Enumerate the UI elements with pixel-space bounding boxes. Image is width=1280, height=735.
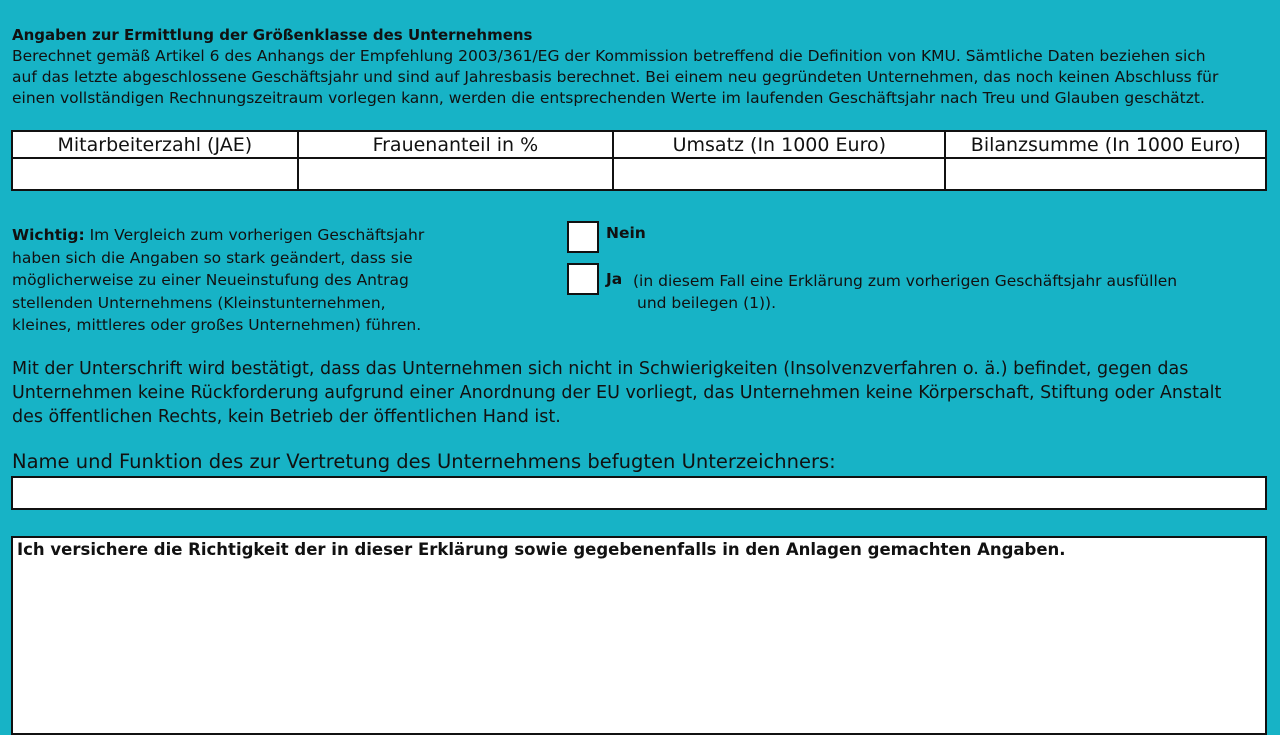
option-yes-note: und beilegen (1)). — [637, 294, 776, 312]
section-heading: Angaben zur Ermittlung der Größenklasse des Unternehmens — [12, 26, 533, 44]
balance-sheet-field[interactable] — [945, 158, 1266, 190]
company-size-table — [11, 130, 1267, 191]
header-revenue: Umsatz (In 1000 Euro) — [613, 131, 945, 158]
employees-field[interactable] — [12, 158, 298, 190]
signer-label: Name und Funktion des zur Vertretung des Unternehmens befugten Unterzeichners: — [12, 450, 836, 473]
confirmation-line: des öffentlichen Rechts, kein Betrieb der öffentlichen Hand ist. — [12, 407, 561, 427]
important-line: haben sich die Angaben so stark geändert, dass sie — [12, 248, 413, 267]
header-women-share: Frauenanteil in % — [298, 131, 614, 158]
important-line: kleines, mittleres oder großes Unternehmen) führen. — [12, 316, 422, 335]
confirmation-text — [12, 357, 1272, 429]
option-yes-note: (in diesem Fall eine Erklärung zum vorherigen Geschäftsjahr ausfüllen — [633, 272, 1178, 290]
option-yes-label: Ja — [606, 270, 623, 288]
women-share-field[interactable] — [298, 158, 614, 190]
important-note — [12, 224, 452, 337]
intro-line: Berechnet gemäß Artikel 6 des Anhangs der Empfehlung 2003/361/EG der Kommission betreffend die Definition von KMU. Sämtliche Daten beziehen sich — [12, 47, 1206, 65]
intro-line: auf das letzte abgeschlossene Geschäftsjahr und sind auf Jahresbasis berechnet. Bei einem neu gegründeten Unternehmen, das noch keinen Abschluss für — [12, 68, 1219, 86]
signer-name-field[interactable] — [11, 476, 1267, 510]
important-line: Im Vergleich zum vorherigen Geschäftsjahr — [84, 226, 425, 244]
revenue-field[interactable] — [613, 158, 945, 190]
declaration-text: Ich versichere die Richtigkeit der in dieser Erklärung sowie gegebenenfalls in den Anlagen gemachten Angaben. — [17, 540, 1066, 559]
confirmation-line: Unternehmen keine Rückforderung aufgrund einer Anordnung der EU vorliegt, das Unternehmen keine Körperschaft, Stiftung oder Anstalt — [12, 383, 1222, 403]
table-header-row — [12, 131, 1266, 158]
checkbox-yes[interactable] — [567, 263, 599, 295]
intro-line: einen vollständigen Rechnungszeitraum vorlegen kann, werden die entsprechenden Werte im laufenden Geschäftsjahr nach Treu und Glauben geschätzt. — [12, 89, 1205, 107]
intro-text — [12, 46, 1267, 109]
confirmation-line: Mit der Unterschrift wird bestätigt, dass das Unternehmen sich nicht in Schwierigkeiten (Insolvenzverfahren o. ä.) befindet, gegen das — [12, 359, 1189, 379]
header-employees: Mitarbeiterzahl (JAE) — [12, 131, 298, 158]
important-line: möglicherweise zu einer Neueinstufung des Antrag — [12, 271, 409, 290]
table-input-row — [12, 158, 1266, 190]
important-label: Wichtig: — [12, 226, 85, 244]
option-no-label: Nein — [606, 224, 646, 242]
header-balance-sheet: Bilanzsumme (In 1000 Euro) — [945, 131, 1266, 158]
important-line: stellenden Unternehmens (Kleinstunternehmen, — [12, 293, 386, 312]
checkbox-no[interactable] — [567, 221, 599, 253]
declaration-box — [11, 536, 1267, 637]
